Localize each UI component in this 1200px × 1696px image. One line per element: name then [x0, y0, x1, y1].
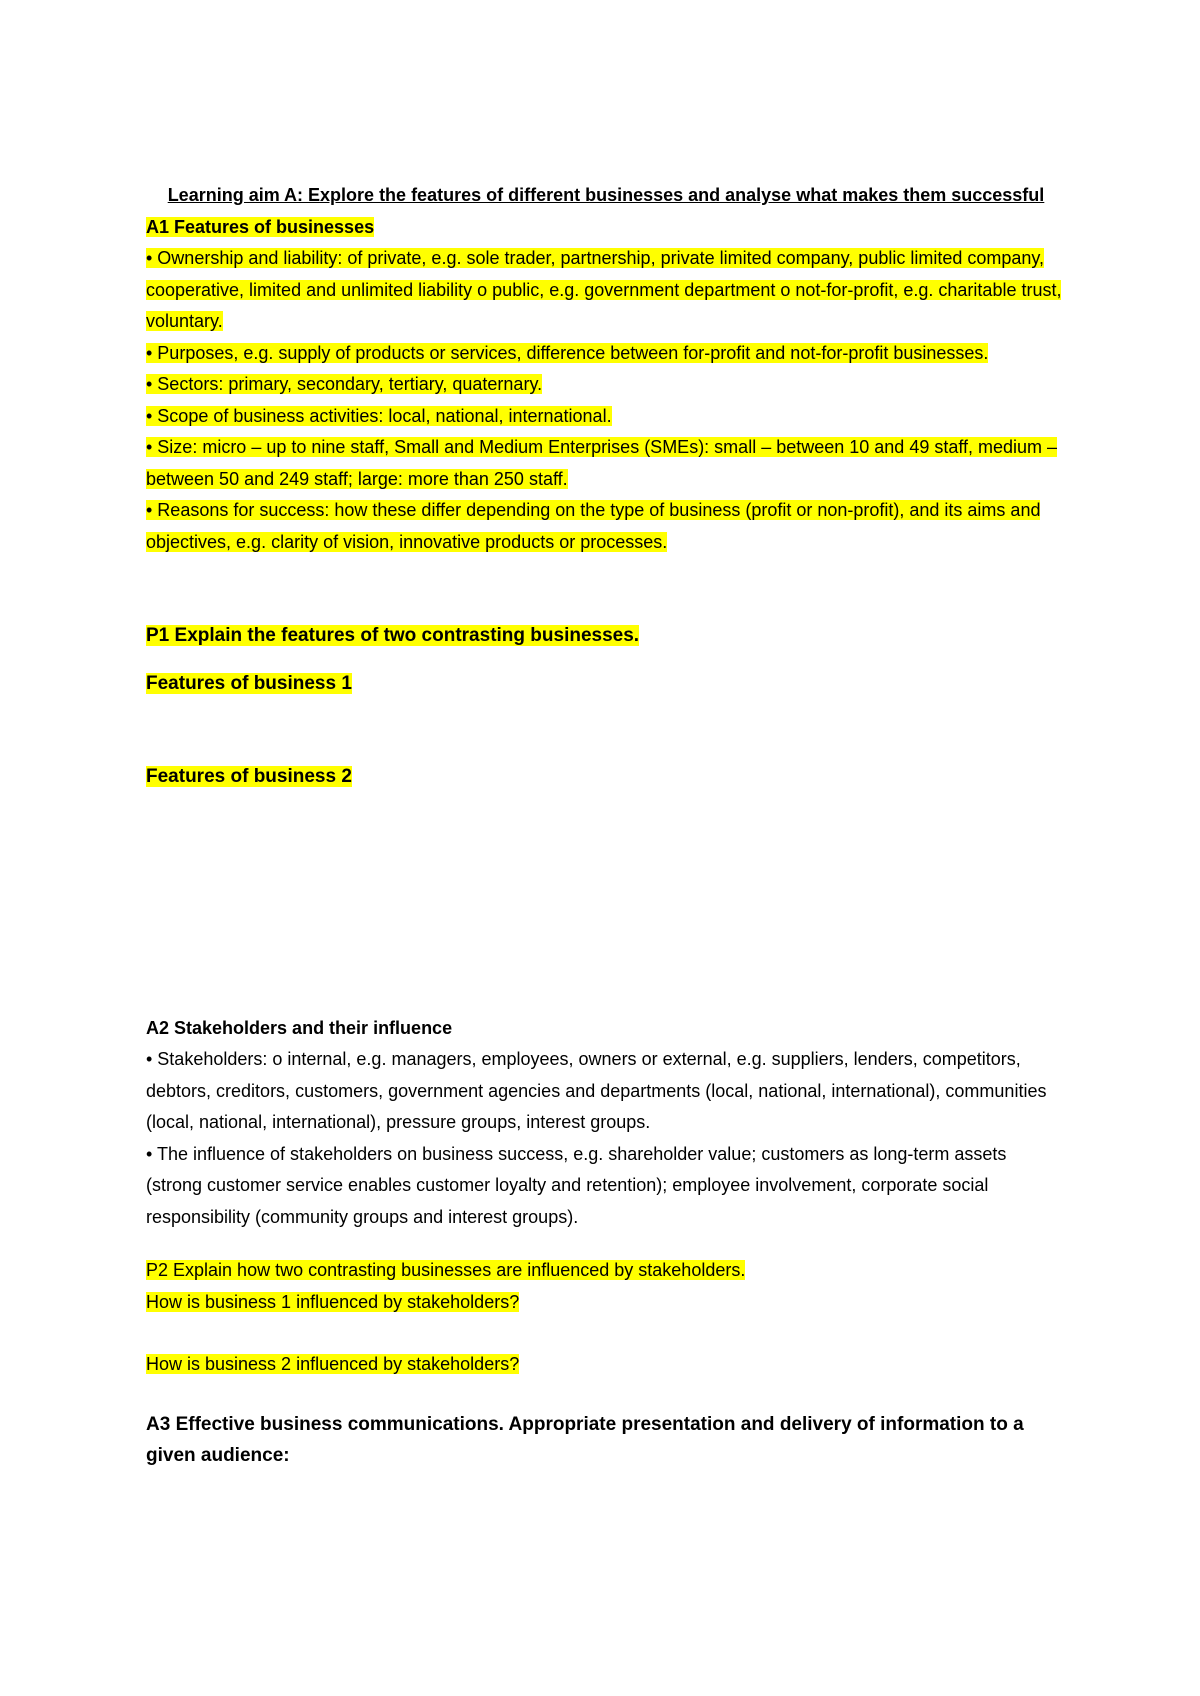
p1-section	[146, 620, 1066, 793]
a1-bullet-sectors: • Sectors: primary, secondary, tertiary, quaternary.	[146, 374, 543, 394]
a2-heading: A2 Stakeholders and their influence	[146, 1017, 453, 1038]
a2-bullet-stakeholders: • Stakeholders: o internal, e.g. managers, employees, owners or external, e.g. suppliers, lenders, competitors, debtors, creditors, customers, government agencies and departments (local, national, international), communities (local, national, international), pressure groups, interest groups.	[146, 1049, 1047, 1132]
a1-bullet-size: • Size: micro – up to nine staff, Small and Medium Enterprises (SMEs): small – between 10 and 49 staff, medium – between 50 and 249 staff; large: more than 250 staff.	[146, 437, 1058, 489]
a1-bullet-success: • Reasons for success: how these differ depending on the type of business (profit or non-profit), and its aims and objectives, e.g. clarity of vision, innovative products or processes.	[146, 500, 1041, 552]
a3-heading: A3 Effective business communications. Appropriate presentation and delivery of information to a given audience:	[146, 1413, 1024, 1466]
a1-bullet-purposes: • Purposes, e.g. supply of products or services, difference between for-profit and not-for-profit businesses.	[146, 342, 989, 363]
p1-business1-heading: Features of business 1	[146, 672, 352, 694]
a3-section	[146, 1409, 1066, 1472]
a1-heading: A1 Features of businesses	[146, 216, 375, 237]
document-body	[146, 180, 1066, 1472]
document-title: Learning aim A: Explore the features of different businesses and analyse what makes them successful	[167, 185, 1045, 205]
a1-bullet-ownership: • Ownership and liability: of private, e.g. sole trader, partnership, private limited company, public limited company, cooperative, limited and unlimited liability o public, e.g. government department o not-for-profit, e.g. charitable trust, voluntary.	[146, 248, 1062, 331]
a2-section	[146, 1013, 1066, 1234]
p2-question-business2: How is business 2 influenced by stakeholders?	[146, 1354, 520, 1374]
a1-bullet-scope: • Scope of business activities: local, national, international.	[146, 405, 612, 426]
p2-task: P2 Explain how two contrasting businesses are influenced by stakeholders.	[146, 1260, 746, 1280]
a1-section	[146, 212, 1066, 559]
p2-section	[146, 1255, 1066, 1381]
p2-question-business1: How is business 1 influenced by stakeholders?	[146, 1291, 520, 1312]
p1-business2-heading: Features of business 2	[146, 766, 352, 787]
a2-bullet-influence: • The influence of stakeholders on business success, e.g. shareholder value; customers as long-term assets (strong customer service enables customer loyalty and retention); employee involvement, corporate social responsibility (community groups and interest groups).	[146, 1143, 1007, 1227]
p1-task: P1 Explain the features of two contrasting businesses.	[146, 625, 640, 646]
